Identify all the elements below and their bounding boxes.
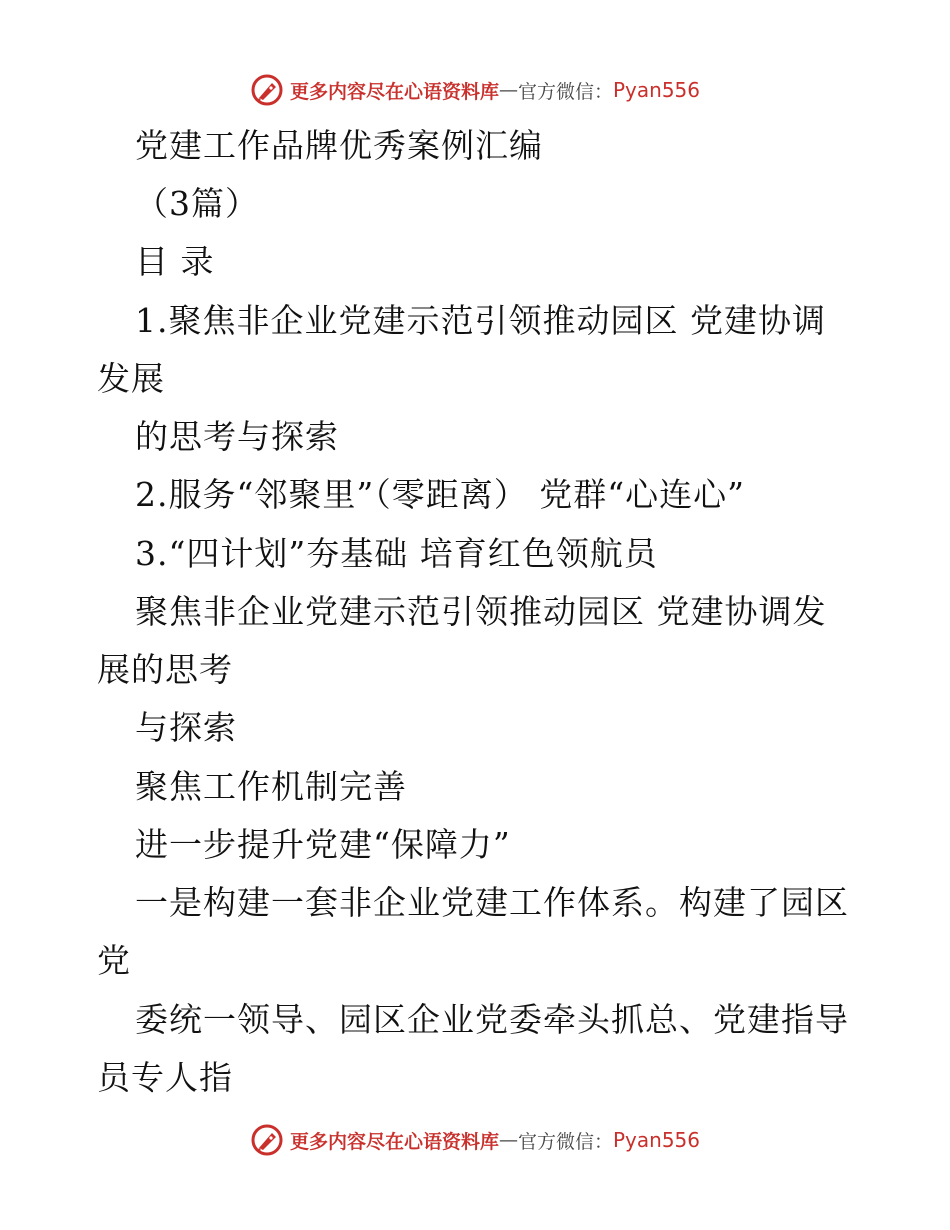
section-title-line-3: 与探索 — [135, 708, 237, 747]
watermark-main-text: 更多内容尽在心语资料库 — [289, 1130, 499, 1153]
toc-item-2: 2.服务“邻聚里”（零距离） 党群“心连心” — [135, 475, 745, 514]
document-title: 党建工作品牌优秀案例汇编 — [135, 126, 543, 165]
watermark-main-text: 更多内容尽在心语资料库 — [289, 80, 499, 103]
pen-nib-logo-icon — [250, 1123, 284, 1157]
toc-item-1-line-1: 1.聚焦非企业党建示范引领推动园区 党建协调 — [135, 301, 826, 340]
toc-item-1-line-3: 的思考与探索 — [135, 417, 339, 456]
subheading-1: 聚焦工作机制完善 — [135, 767, 407, 806]
watermark-wechat-label: 官方微信： — [517, 1130, 613, 1153]
paragraph-line-2: 党 — [97, 941, 131, 980]
paragraph-line-4: 员专人指 — [97, 1058, 233, 1097]
subheading-2: 进一步提升党建“保障力” — [135, 825, 511, 864]
paragraph-line-1: 一是构建一套非企业党建工作体系。构建了园区 — [135, 883, 849, 922]
watermark-wechat-id: Pyan556 — [613, 78, 701, 102]
section-title-line-1: 聚焦非企业党建示范引领推动园区 党建协调发 — [135, 592, 827, 631]
watermark-wechat-id: Pyan556 — [613, 1128, 701, 1152]
toc-heading: 目 录 — [135, 242, 215, 281]
paragraph-line-3: 委统一领导、园区企业党委牵头抓总、党建指导 — [135, 1000, 849, 1039]
watermark-wechat-label: 官方微信： — [517, 80, 613, 103]
watermark-separator: — — [498, 79, 518, 101]
watermark-separator: — — [498, 1129, 518, 1151]
toc-item-3: 3.“四计划”夯基础 培育红色领航员 — [135, 534, 658, 573]
footer-watermark-banner — [0, 1120, 950, 1160]
toc-item-1-line-2: 发展 — [97, 359, 165, 398]
section-title-line-2: 展的思考 — [97, 650, 233, 689]
document-subtitle: （3篇） — [135, 184, 259, 223]
